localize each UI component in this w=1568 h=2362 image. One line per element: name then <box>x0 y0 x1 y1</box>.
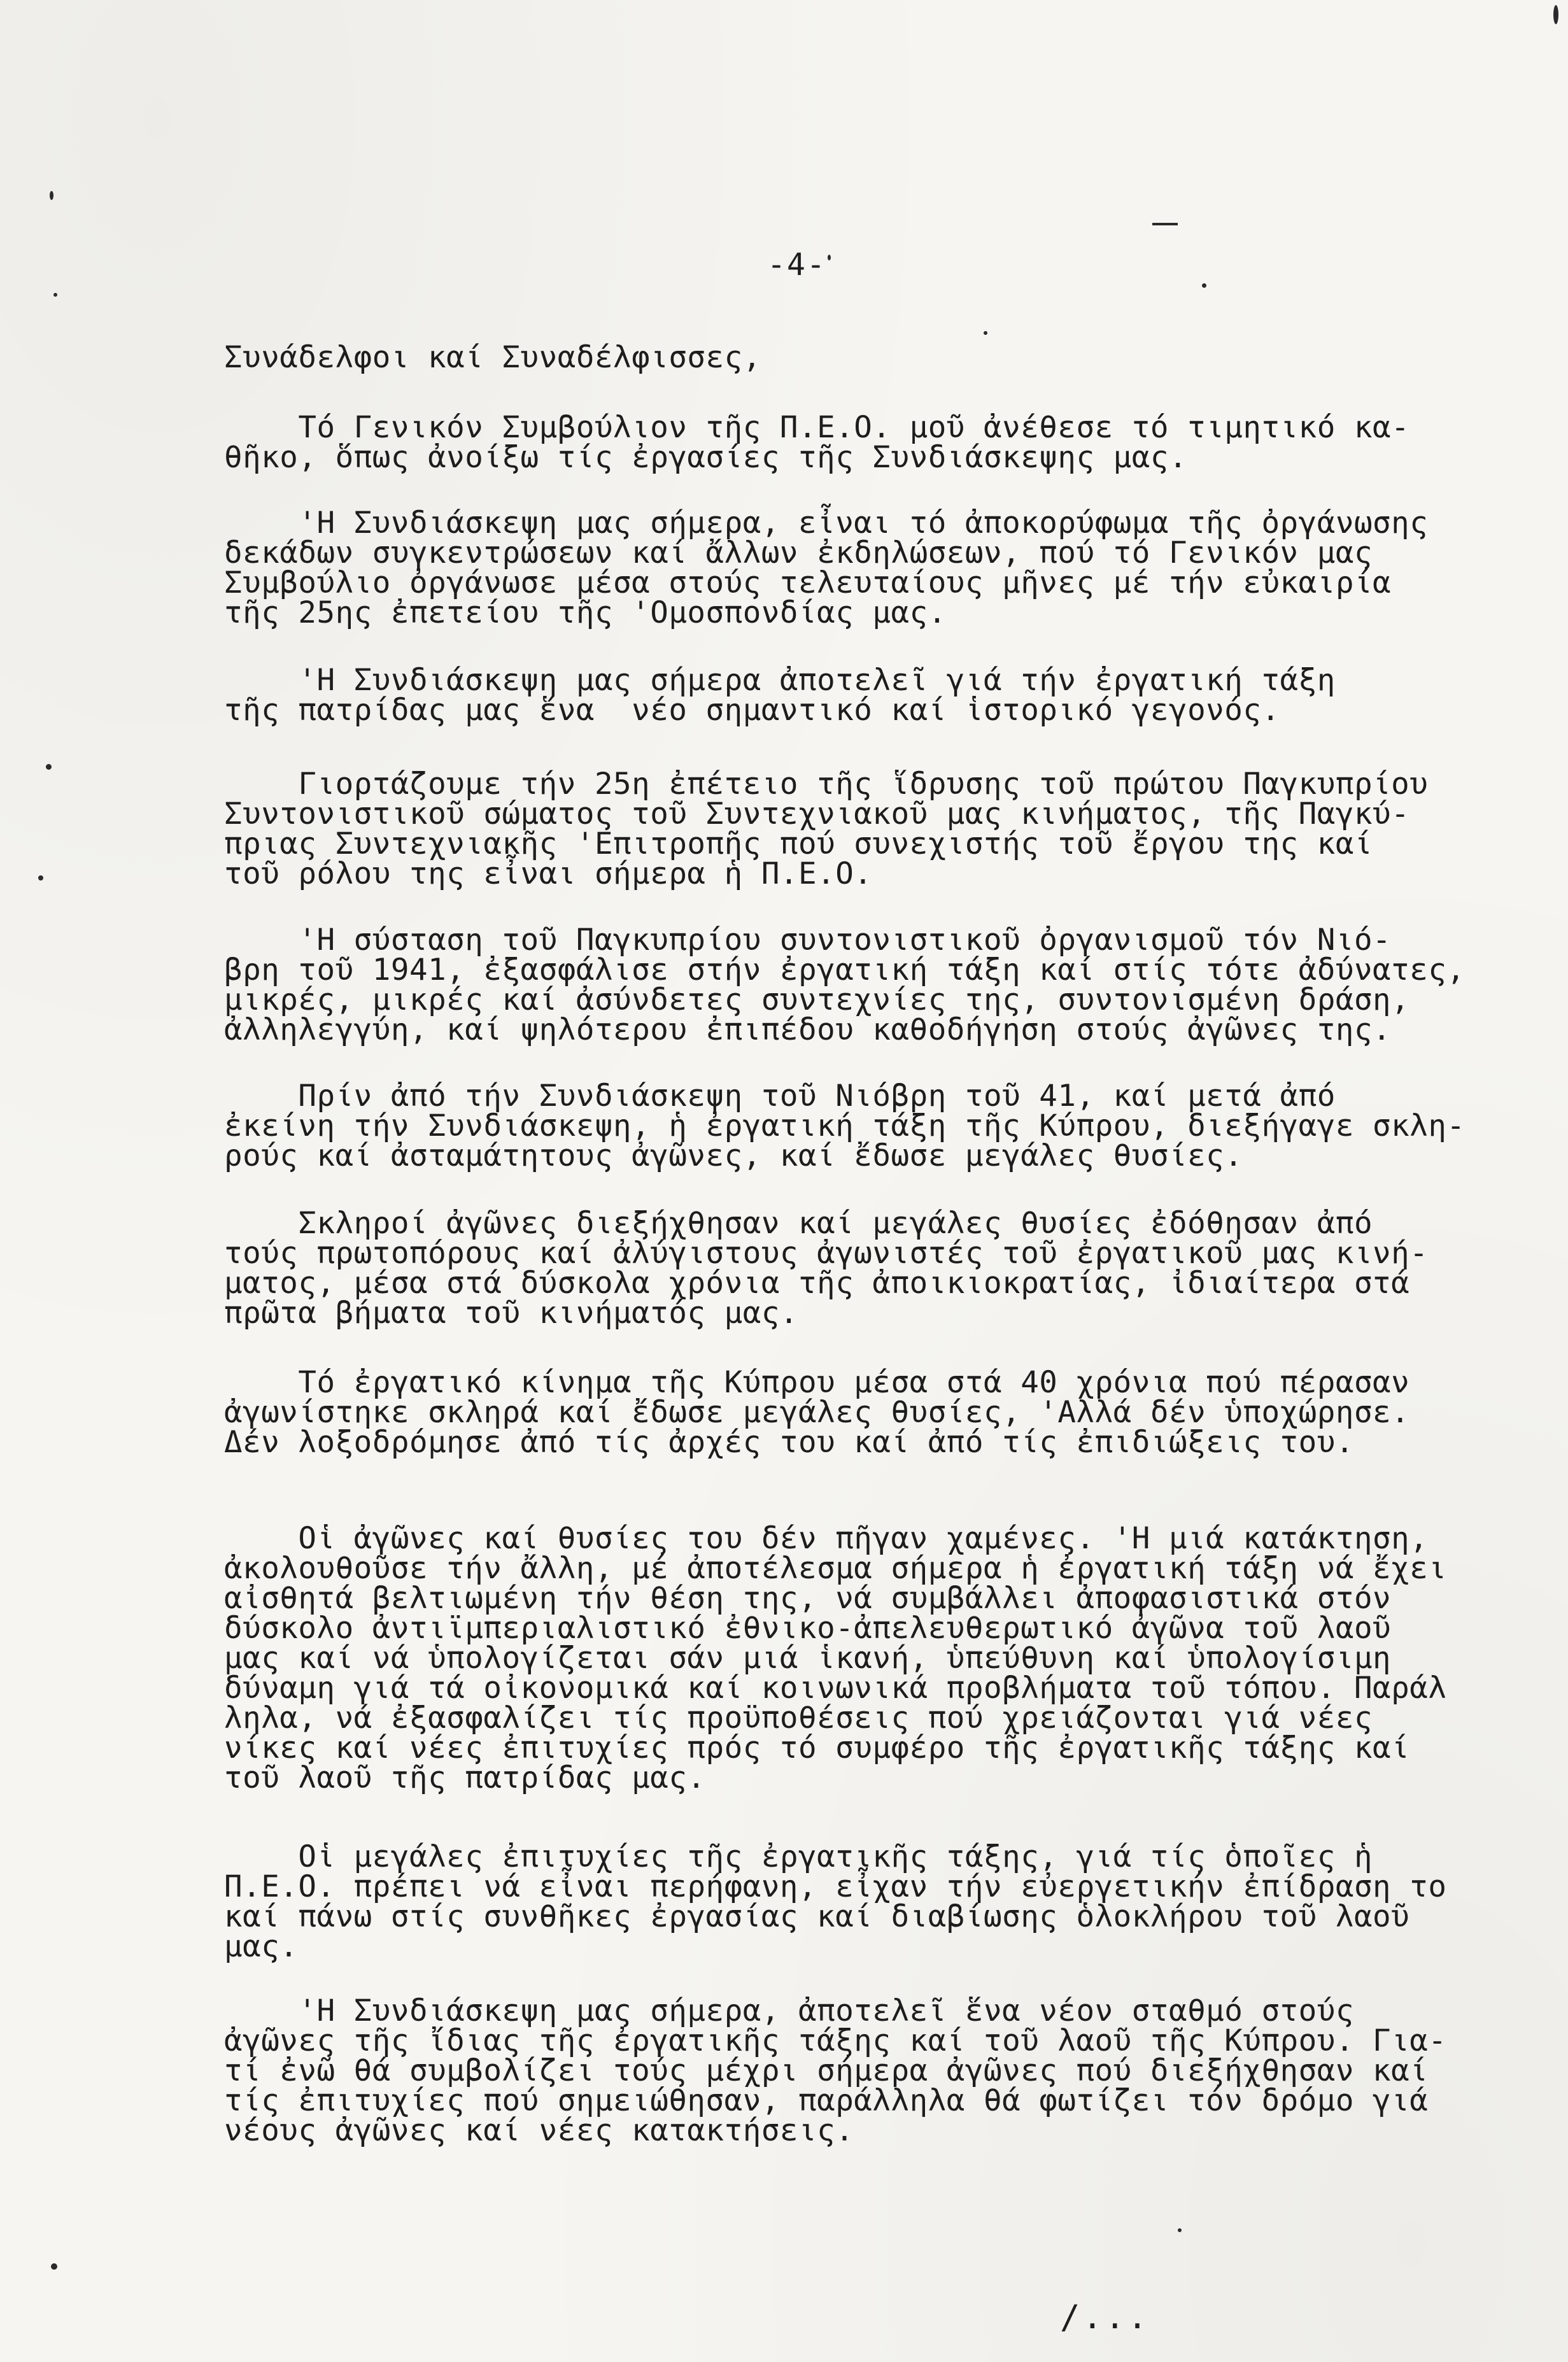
paragraph-5: 'Η σύσταση τοῦ Παγκυπρίου συντονιστικοῦ ὀργανισμοῦ τόν Νιό- βρη τοῦ 1941, ἐξασφάλισε στήν ἐργατική τάξη καί στίς τότε ἀδύνατες, μικρές, μικρές καί ἀσύνδετες συντεχνίες της, συντονισμένη δράση, ἀλληλεγγύη, καί ψηλότερου ἐπιπέδου καθοδήγηση στούς ἀγῶνες της. <box>224 923 1466 1047</box>
scan-speck <box>1553 5 1558 24</box>
paragraph-3: 'Η Συνδιάσκεψη μας σήμερα ἀποτελεῖ γιά τήν ἐργατική τάξη τῆς πατρίδας μας ἕνα νέο σημαντικό καί ἱστορικό γεγονός. <box>224 663 1336 728</box>
paragraph-9: Οἱ ἀγῶνες καί θυσίες του δέν πῆγαν χαμένες. 'Η μιά κατάκτηση, ἀκολουθοῦσε τήν ἄλλη, μέ ἀποτέλεσμα σήμερα ἡ ἐργατική τάξη νά ἔχει αἰσθητά βελτιωμένη τήν θέση της, νά συμβάλλει ἀποφασιστικά στόν δύσκολο ἀντιϊμπεριαλιστικό ἐθνικο-ἀπελευθερωτικό ἀγῶνα τοῦ λαοῦ μας καί νά ὑπολογίζεται σάν μιά ἱκανή, ὑπεύθυνη καί ὑπολογίσιμη δύναμη γιά τά οἰκονομικά καί κοινωνικά προβλήματα τοῦ τόπου. Παράλ ληλα, νά ἐξασφαλίζει τίς προϋποθέσεις πού χρειάζονται γιά νέες νίκες καί νέες ἐπιτυχίες πρός τό συμφέρο τῆς ἐργατικῆς τάξης καί τοῦ λαοῦ τῆς πατρίδας μας. <box>224 1521 1447 1795</box>
scan-speck <box>51 2263 57 2270</box>
salutation: Συνάδελφοι καί Συναδέλφισσες, <box>224 340 761 375</box>
paragraph-2: 'Η Συνδιάσκεψη μας σήμερα, εἶναι τό ἀποκορύφωμα τῆς ὀργάνωσης δεκάδων συγκεντρώσεων καί ἄλλων ἐκδηλώσεων, πού τό Γενικόν μας Συμβούλιο ὀργάνωσε μέσα στούς τελευταίους μῆνες μέ τήν εὐκαιρία τῆς 25ης ἐπετείου τῆς 'Ομοσπονδίας μας. <box>224 506 1429 630</box>
scan-speck <box>1178 2228 1182 2232</box>
page-number: -4- <box>767 247 826 283</box>
scan-speck <box>46 764 52 770</box>
scan-speck <box>984 331 987 335</box>
scan-speck <box>38 875 43 880</box>
paragraph-8: Τό ἐργατικό κίνημα τῆς Κύπρου μέσα στά 40 χρόνια πού πέρασαν ἀγωνίστηκε σκληρά καί ἔδωσε μεγάλες θυσίες, 'Αλλά δέν ὑποχώρησε. Δέν λοξοδρόμησε ἀπό τίς ἀρχές του καί ἀπό τίς ἐπιδιώξεις του. <box>224 1365 1410 1460</box>
scan-speck <box>53 293 57 297</box>
paragraph-6: Πρίν ἀπό τήν Συνδιάσκεψη τοῦ Νιόβρη τοῦ 41, καί μετά ἀπό ἐκείνη τήν Συνδιάσκεψη, ἡ ἐργατική τάξη τῆς Κύπρου, διεξήγαγε σκλη- ρούς καί ἀσταμάτητους ἀγῶνες, καί ἔδωσε μεγάλες θυσίες. <box>224 1078 1466 1173</box>
scan-dash <box>1152 223 1178 225</box>
paragraph-4: Γιορτάζουμε τήν 25η ἐπέτειο τῆς ἵδρυσης τοῦ πρώτου Παγκυπρίου Συντονιστικοῦ σώματος τοῦ Συντεχνιακοῦ μας κινήματος, τῆς Παγκύ- πριας Συντεχνιακῆς 'Επιτροπῆς πού συνεχιστής τοῦ ἔργου της καί τοῦ ρόλου της εἶναι σήμερα ἡ Π.Ε.Ο. <box>224 767 1429 891</box>
scan-speck <box>1202 283 1206 288</box>
paragraph-1: Τό Γενικόν Συμβούλιον τῆς Π.Ε.Ο. μοῦ ἀνέθεσε τό τιμητικό κα- θῆκο, ὅπως ἀνοίξω τίς ἐργασίες τῆς Συνδιάσκεψης μας. <box>224 410 1410 475</box>
paragraph-11: 'Η Συνδιάσκεψη μας σήμερα, ἀποτελεῖ ἕνα νέον σταθμό στούς ἀγῶνες τῆς ἴδιας τῆς ἐργατικῆς τάξης καί τοῦ λαοῦ τῆς Κύπρου. Για- τί ἐνῶ θά συμβολίζει τούς μέχρι σήμερα ἀγῶνες πού διεξήχθησαν καί τίς ἐπιτυχίες πού σημειώθησαν, παράλληλα θά φωτίζει τόν δρόμο γιά νέους ἀγῶνες καί νέες κατακτήσεις. <box>224 1993 1447 2148</box>
scan-speck <box>828 255 831 260</box>
paragraph-10: Οἱ μεγάλες ἐπιτυχίες τῆς ἐργατικῆς τάξης, γιά τίς ὁποῖες ἡ Π.Ε.Ο. πρέπει νά εἶναι περήφανη, εἶχαν τήν εὐεργετικήν ἐπίδραση το καί πάνω στίς συνθῆκες ἐργασίας καί διαβίωσης ὁλοκλήρου τοῦ λαοῦ μας. <box>224 1839 1447 1964</box>
scan-speck <box>50 191 53 200</box>
paragraph-7: Σκληροί ἀγῶνες διεξήχθησαν καί μεγάλες θυσίες ἐδόθησαν ἀπό τούς πρωτοπόρους καί ἀλύγιστους ἀγωνιστές τοῦ ἐργατικοῦ μας κινή- ματος, μέσα στά δύσκολα χρόνια τῆς ἀποικιοκρατίας, ἰδιαίτερα στά πρῶτα βήματα τοῦ κινήματός μας. <box>224 1206 1429 1331</box>
continuation-mark: /... <box>1060 2298 1150 2337</box>
